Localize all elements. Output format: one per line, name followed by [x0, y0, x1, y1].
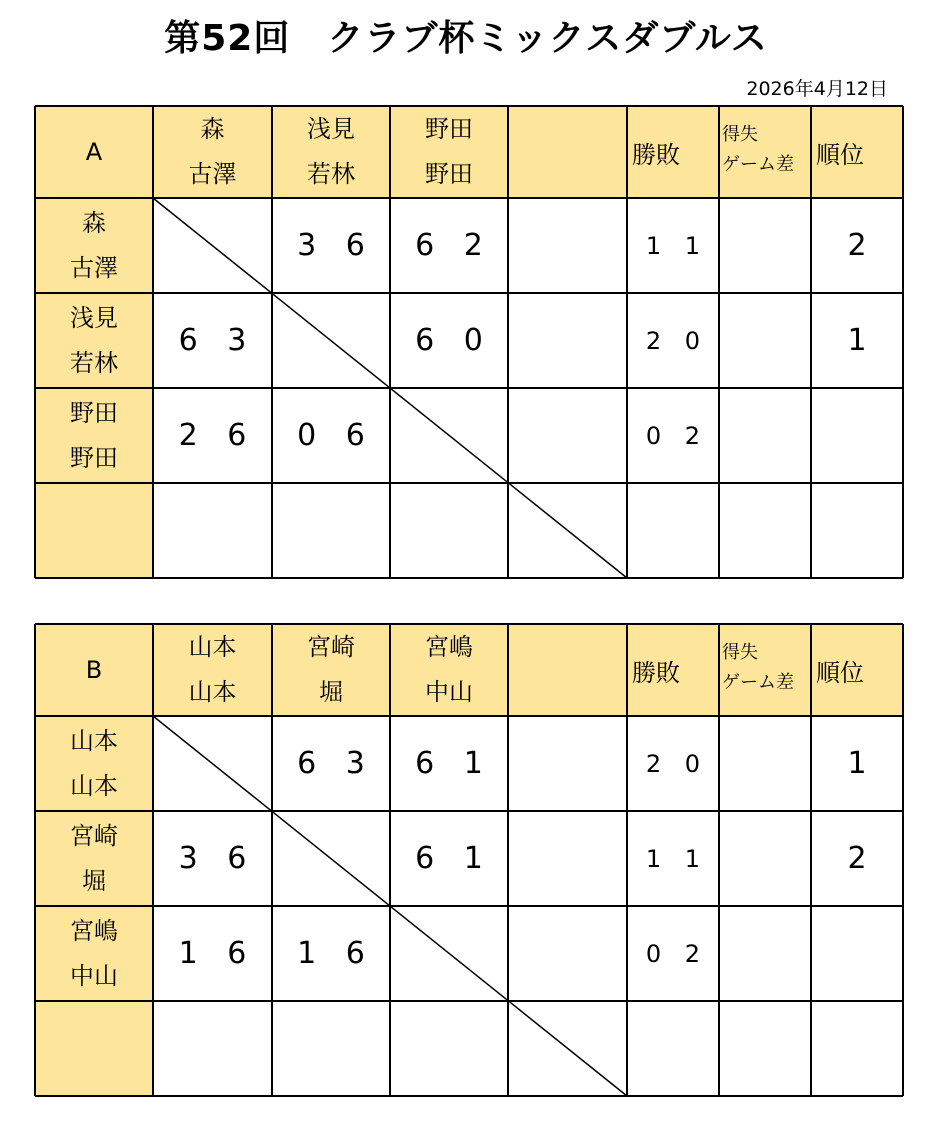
page-title: 第52回 クラブ杯ミックスダブルス — [164, 18, 768, 59]
rank-cell: 1 — [847, 746, 867, 781]
win-loss-cell: 1 1 — [645, 231, 709, 260]
row-pair-name: 森 古澤 — [70, 208, 118, 282]
score-cell: 6 0 — [415, 323, 493, 358]
score-cell: 6 2 — [415, 228, 493, 263]
column-pair-name: 浅見 若林 — [307, 115, 355, 188]
game-diff-header: 得失 ゲーム差 — [722, 642, 794, 693]
event-date: 2026年4月12日 — [746, 78, 888, 100]
score-cell: 6 1 — [415, 841, 493, 876]
score-cell: 3 6 — [297, 228, 375, 263]
column-pair-name: 宮崎 堀 — [307, 633, 355, 706]
row-pair-name: 山本 山本 — [70, 726, 118, 800]
rank-cell: 2 — [847, 841, 867, 876]
row-pair-name: 宮崎 堀 — [70, 821, 118, 895]
rank-header: 順位 — [816, 658, 864, 687]
column-pair-name: 山本 山本 — [188, 633, 237, 706]
win-loss-cell: 0 2 — [645, 421, 709, 450]
win-loss-cell: 2 0 — [645, 326, 709, 355]
score-cell: 6 3 — [178, 323, 257, 358]
score-cell: 2 6 — [178, 418, 257, 453]
score-cell: 6 1 — [415, 746, 493, 781]
score-cell: 3 6 — [178, 841, 257, 876]
score-cell: 0 6 — [297, 418, 375, 453]
row-pair-name: 野田 野田 — [70, 398, 118, 472]
rank-cell: 1 — [847, 323, 867, 358]
group-label: B — [85, 656, 103, 684]
score-cell: 1 6 — [297, 936, 375, 971]
column-pair-name: 森 古澤 — [188, 115, 237, 188]
row-pair-name: 浅見 若林 — [70, 303, 118, 377]
score-cell: 6 3 — [297, 746, 375, 781]
column-pair-name: 野田 野田 — [425, 115, 473, 188]
rank-header: 順位 — [816, 140, 864, 169]
row-pair-name: 宮嶋 中山 — [70, 916, 118, 990]
column-pair-name: 宮嶋 中山 — [425, 633, 473, 706]
win-loss-cell: 2 0 — [645, 749, 709, 778]
rank-cell: 2 — [847, 228, 867, 263]
win-loss-header: 勝敗 — [632, 140, 680, 169]
win-loss-cell: 1 1 — [645, 844, 709, 873]
game-diff-header: 得失 ゲーム差 — [722, 124, 794, 175]
win-loss-header: 勝敗 — [632, 658, 680, 687]
score-cell: 1 6 — [178, 936, 257, 971]
group-label: A — [85, 138, 103, 166]
win-loss-cell: 0 2 — [645, 939, 709, 968]
